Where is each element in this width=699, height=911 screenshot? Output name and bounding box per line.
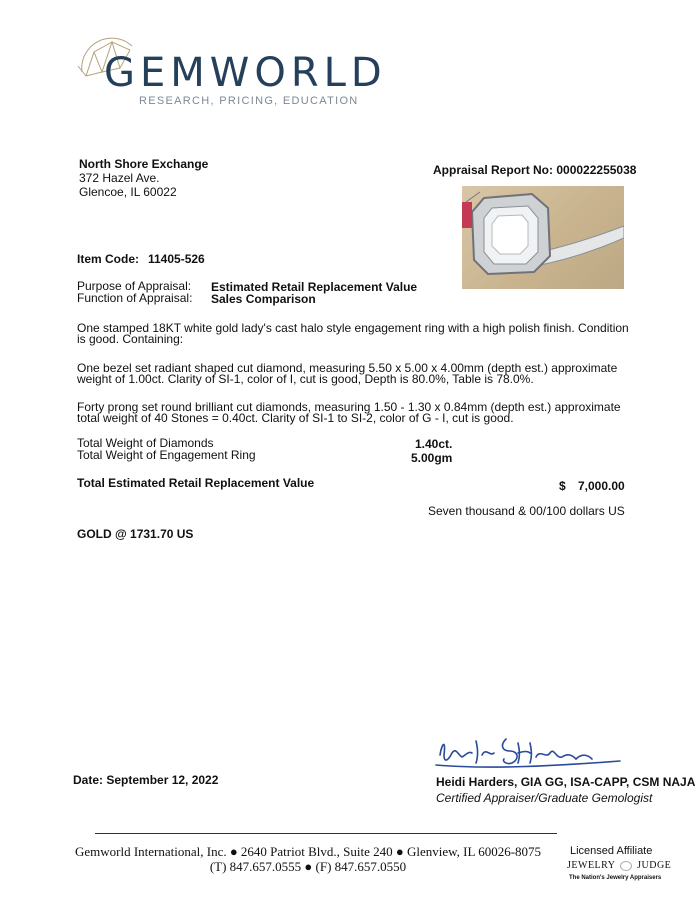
description-para2-line2: weight of 1.00ct. Clarity of SI-1, color of I, cut is good, Depth is 80.0%, Table is 78.0%. xyxy=(77,372,534,386)
description-para3-line2: total weight of 40 Stones = 0.40ct. Clarity of SI-1 to SI-2, color of G - I, cut is good. xyxy=(77,411,514,425)
function-label: Function of Appraisal: xyxy=(77,291,193,305)
appraiser-name: Heidi Harders, GIA GG, ISA-CAPP, CSM NAJA xyxy=(436,775,696,789)
description-para2-line1: One bezel set radiant shaped cut diamond, measuring 5.50 x 5.00 x 4.00mm (depth est.) approximate xyxy=(77,361,618,375)
total-value-label: Total Estimated Retail Replacement Value xyxy=(77,476,315,490)
client-city: Glencoe, IL 60022 xyxy=(79,185,177,199)
ring-weight-value: 5.00gm xyxy=(411,451,453,465)
jewelry-judge-logo-icon xyxy=(620,861,632,871)
affiliate-title: Licensed Affiliate xyxy=(570,845,653,857)
client-name: North Shore Exchange xyxy=(79,157,209,171)
total-value-words: Seven thousand & 00/100 dollars US xyxy=(428,504,625,518)
description-para1-line1: One stamped 18KT white gold lady's cast halo style engagement ring with a high polish finish. Condition xyxy=(77,321,629,335)
total-value-amount: 7,000.00 xyxy=(578,479,625,493)
description-para1-line2: is good. Containing: xyxy=(77,332,184,346)
gold-price: GOLD @ 1731.70 US xyxy=(77,527,194,541)
diamonds-weight-value: 1.40ct. xyxy=(415,437,453,451)
report-number: Appraisal Report No: 000022255038 xyxy=(433,163,637,177)
jewelry-judge-left: JEWELRY xyxy=(567,860,616,871)
description-para3-line1: Forty prong set round brilliant cut diamonds, measuring 1.50 - 1.30 x 0.84mm (depth est.) approximate xyxy=(77,400,621,414)
ring-weight-label: Total Weight of Engagement Ring xyxy=(77,448,256,462)
item-code: 11405-526 xyxy=(148,252,205,266)
affiliate-sub: The Nation's Jewelry Appraisers xyxy=(569,875,662,881)
signature xyxy=(432,733,622,773)
client-street: 372 Hazel Ave. xyxy=(79,171,160,185)
footer-phone: (T) 847.657.0555 ● (F) 847.657.0550 xyxy=(209,859,407,874)
item-code-label: Item Code: xyxy=(77,252,140,266)
footer-divider xyxy=(95,833,557,834)
purpose-label: Purpose of Appraisal: xyxy=(77,279,192,293)
diamonds-weight-label: Total Weight of Diamonds xyxy=(77,436,214,450)
currency-symbol: $ xyxy=(559,479,566,493)
brand-name: GEMWORLD xyxy=(104,50,387,96)
appraiser-title: Certified Appraiser/Graduate Gemologist xyxy=(436,791,653,805)
brand-tagline: RESEARCH, PRICING, EDUCATION xyxy=(139,95,359,107)
function-value: Sales Comparison xyxy=(211,292,316,306)
purpose-value: Estimated Retail Replacement Value xyxy=(211,280,418,294)
footer-address: Gemworld International, Inc. ● 2640 Patriot Blvd., Suite 240 ● Glenview, IL 60026-8075 xyxy=(74,844,542,859)
ring-photo xyxy=(462,186,624,289)
jewelry-judge-logo xyxy=(567,860,672,874)
jewelry-judge-right: JUDGE xyxy=(637,860,672,871)
appraisal-date: Date: September 12, 2022 xyxy=(73,773,219,787)
